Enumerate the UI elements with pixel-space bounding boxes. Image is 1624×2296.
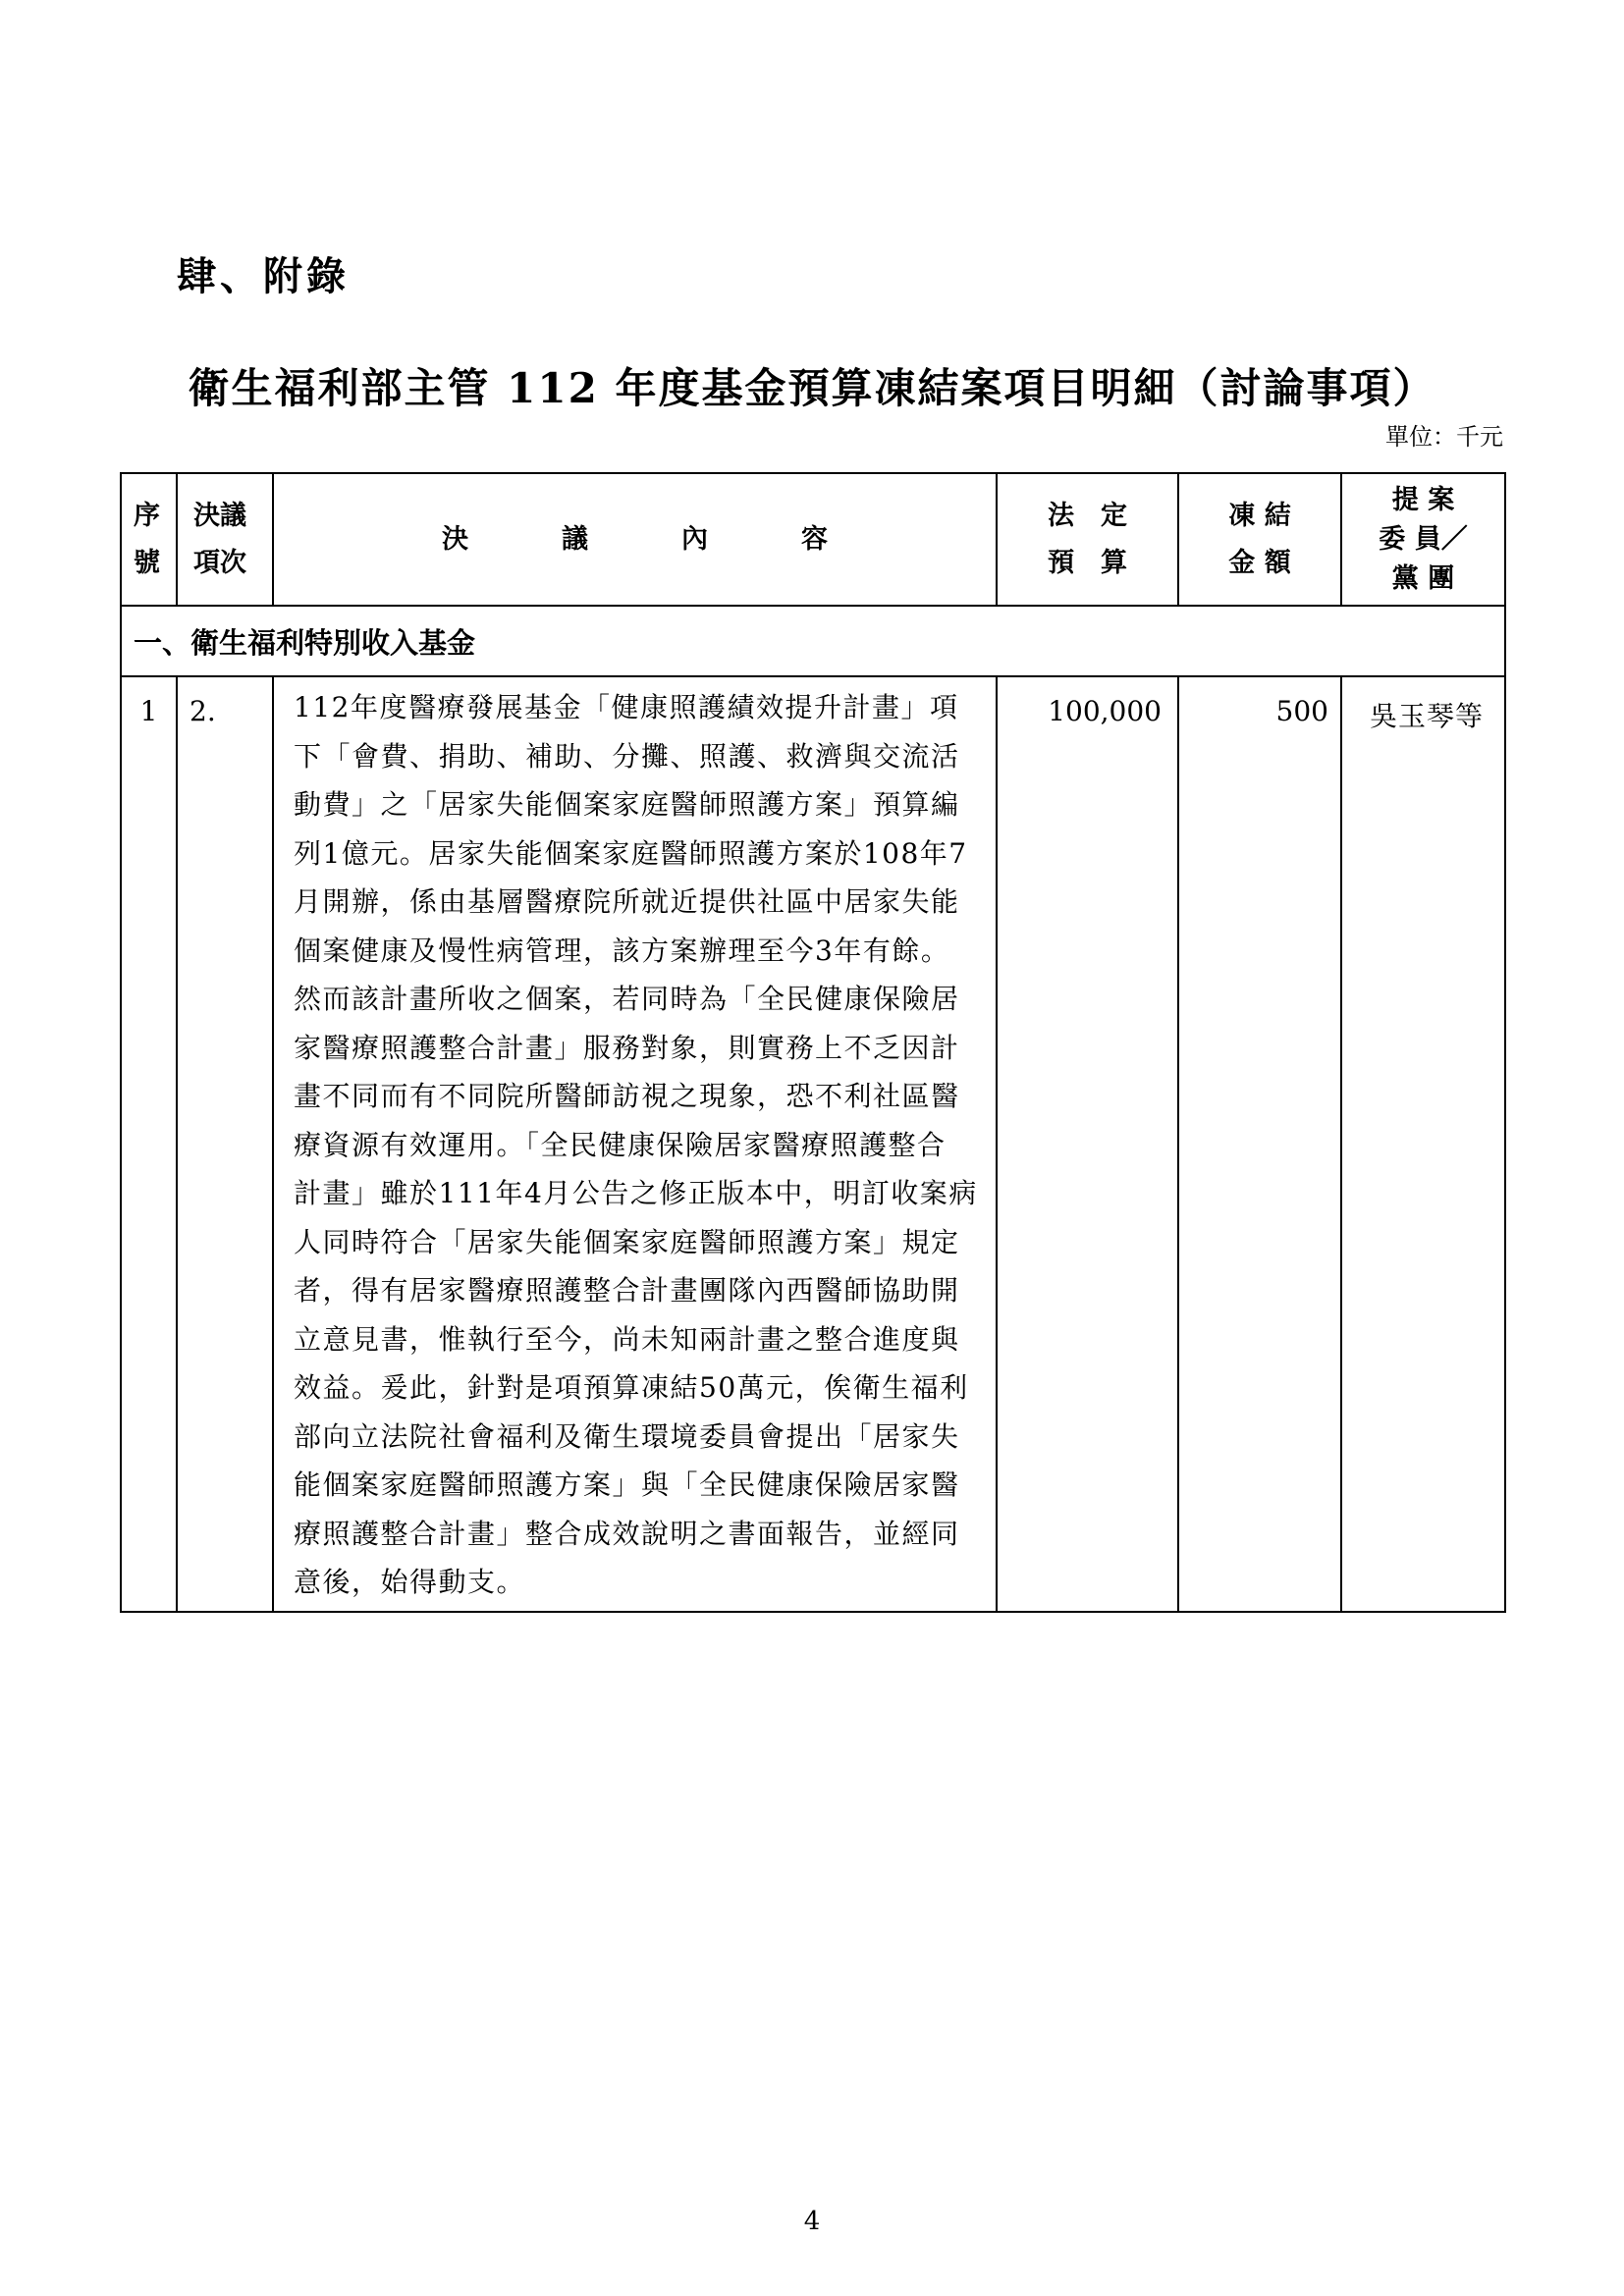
row-item: 2.: [177, 676, 273, 1612]
content-line: 個案健康及慢性病管理，該方案辦理至今3年有餘。: [294, 934, 950, 967]
header-budget-line-1: 法 定: [1048, 500, 1127, 531]
document-title: 衛生福利部主管 112 年度基金預算凍結案項目明細（討論事項）: [188, 364, 1436, 412]
header-budget: [997, 473, 1178, 606]
freeze-items-table: [120, 472, 1506, 1613]
header-content-char-4: 容: [801, 523, 828, 555]
content-line: 列1億元。居家失能個案家庭醫師照護方案於108年7: [294, 836, 968, 870]
unit-note: 單位：千元: [1385, 423, 1503, 451]
header-seq: [121, 473, 177, 606]
content-line: 下「會費、捐助、補助、分攤、照護、救濟與交流活: [294, 739, 960, 773]
content-line: 人同時符合「居家失能個案家庭醫師照護方案」規定: [294, 1225, 960, 1258]
header-frozen: [1178, 473, 1341, 606]
header-item: [177, 473, 273, 606]
content-line: 112年度醫療發展基金「健康照護績效提升計畫」項: [294, 691, 959, 723]
table-header-row: [121, 473, 1505, 606]
header-proposer: [1341, 473, 1505, 606]
header-item-line-1: 決議: [193, 500, 246, 531]
row-seq: 1: [121, 676, 177, 1612]
header-proposer-line-3: 黨 團: [1391, 562, 1455, 594]
header-content: [273, 473, 997, 606]
content-line: 計畫」雖於111年4月公告之修正版本中，明訂收案病: [294, 1177, 978, 1209]
content-line: 月開辦，係由基層醫療院所就近提供社區中居家失能: [294, 885, 960, 918]
row-frozen-amount: 500: [1178, 676, 1341, 1612]
header-frozen-line-1: 凍 結: [1228, 500, 1291, 531]
category-row: [121, 606, 1505, 676]
header-proposer-line-1: 提 案: [1391, 484, 1455, 515]
page-number: 4: [803, 2207, 821, 2236]
header-seq-line-2: 號: [134, 547, 160, 578]
header-content-char-2: 議: [562, 523, 588, 555]
content-line: 立意見書，惟執行至今，尚未知兩計畫之整合進度與: [294, 1322, 960, 1356]
header-seq-line-1: 序: [134, 500, 160, 531]
table-row: [121, 676, 1505, 1612]
content-line: 動費」之「居家失能個案家庭醫師照護方案」預算編: [294, 788, 960, 821]
section-heading: 肆、附錄: [177, 253, 350, 299]
content-line: 能個案家庭醫師照護方案」與「全民健康保險居家醫: [294, 1468, 960, 1501]
header-proposer-line-2: 委 員／: [1379, 523, 1468, 555]
content-line: 部向立法院社會福利及衛生環境委員會提出「居家失: [294, 1419, 960, 1453]
content-line: 然而該計畫所收之個案，若同時為「全民健康保險居: [294, 983, 960, 1015]
header-budget-line-2: 預 算: [1048, 547, 1127, 578]
header-content-char-1: 決: [442, 523, 468, 555]
content-line: 者，得有居家醫療照護整合計畫團隊內西醫師協助開: [294, 1274, 960, 1307]
row-content: [273, 676, 997, 1612]
header-frozen-line-2: 金 額: [1228, 547, 1291, 578]
content-line: 家醫療照護整合計畫」服務對象，則實務上不乏因計: [294, 1031, 960, 1064]
header-content-char-3: 內: [681, 523, 708, 555]
content-line: 療資源有效運用。「全民健康保險居家醫療照護整合: [294, 1128, 947, 1161]
row-legal-budget: 100,000: [997, 676, 1178, 1612]
row-proposer: 吳玉琴等: [1341, 676, 1505, 1612]
content-line: 療照護整合計畫」整合成效說明之書面報告，並經同: [294, 1517, 960, 1550]
content-line: 效益。爰此，針對是項預算凍結50萬元，俟衛生福利: [294, 1371, 969, 1404]
content-line: 意後，始得動支。: [294, 1566, 526, 1598]
content-line: 畫不同而有不同院所醫師訪視之現象，恐不利社區醫: [294, 1080, 960, 1112]
header-item-line-2: 項次: [193, 547, 246, 578]
category-label: 一、衛生福利特別收入基金: [121, 606, 1505, 676]
